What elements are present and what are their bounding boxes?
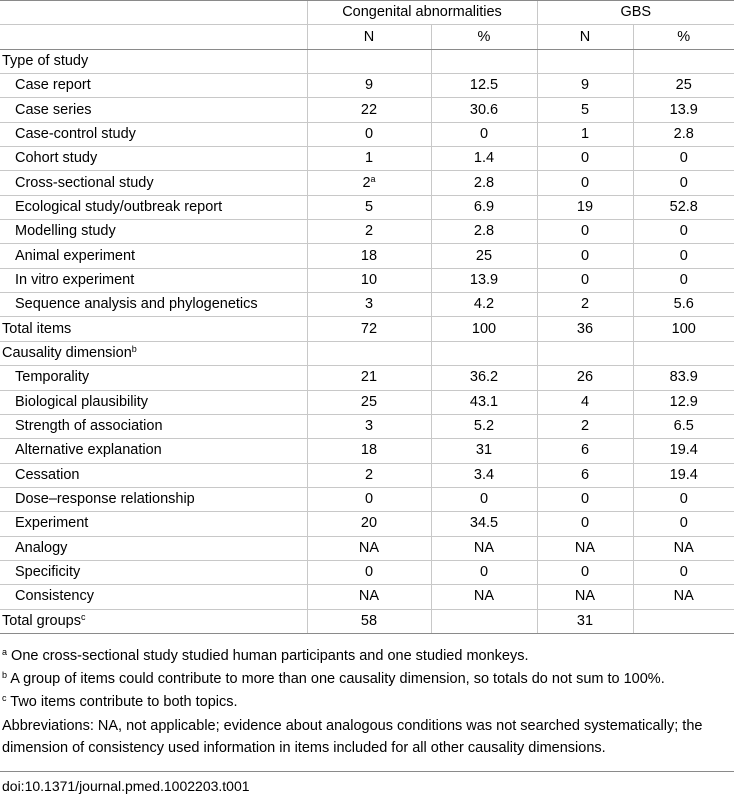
total-label <box>0 317 307 341</box>
total-label-text: Total items <box>2 320 72 337</box>
table-row <box>0 414 734 438</box>
cell-gbs-pct: 52.8 <box>633 195 734 219</box>
cell-value: 18 <box>360 247 378 264</box>
row-label: Biological plausibility <box>0 390 307 414</box>
table-row <box>0 98 734 122</box>
cell-gbs-n: 1 <box>537 122 633 146</box>
cell-ca-pct: NA <box>431 536 537 560</box>
header-gbs: GBS <box>537 1 734 25</box>
table-row <box>0 244 734 268</box>
cell-gbs-pct: 13.9 <box>633 98 734 122</box>
cell-ca-pct: NA <box>431 585 537 609</box>
cell-ca-pct: 6.9 <box>431 195 537 219</box>
cell-ca-n <box>307 244 431 268</box>
footnote-ref: c <box>81 611 86 622</box>
row-label: Sequence analysis and phylogenetics <box>0 293 307 317</box>
cell-gbs-n: 0 <box>537 244 633 268</box>
row-label: Cessation <box>0 463 307 487</box>
cell-gbs-n: 0 <box>537 487 633 511</box>
sub-header-row <box>0 25 734 49</box>
section-title-text: Type of study <box>2 52 89 69</box>
cell-ca-pct: 5.2 <box>431 414 537 438</box>
table-row <box>0 195 734 219</box>
cell-gbs-n: 0 <box>537 560 633 584</box>
cell-gbs-pct: 83.9 <box>633 366 734 390</box>
cell-gbs-pct: 25 <box>633 74 734 98</box>
row-label: Modelling study <box>0 220 307 244</box>
section-header-row <box>0 341 734 365</box>
section-header-row <box>0 49 734 73</box>
subheader-gbs-pct: % <box>633 25 734 49</box>
cell-gbs-pct: 0 <box>633 512 734 536</box>
table-row <box>0 171 734 195</box>
abbreviations-note: Abbreviations: NA, not applicable; evidence about analogous conditions was not searched systematically; the dimension of consistency used information in items included for all other causality dimensions. <box>2 717 703 756</box>
subheader-ca-n: N <box>307 25 431 49</box>
cell-value: 21 <box>360 369 378 386</box>
header-congenital-abnormalities: Congenital abnormalities <box>307 1 537 25</box>
footnote-text: Two items contribute to both topics. <box>6 693 238 710</box>
row-label: Strength of association <box>0 414 307 438</box>
total-gbs-n: 36 <box>537 317 633 341</box>
cell-gbs-pct: 0 <box>633 220 734 244</box>
cell-ca-n <box>307 122 431 146</box>
total-label <box>0 609 307 633</box>
cell-value: 2 <box>364 466 374 483</box>
empty-cell <box>633 49 734 73</box>
footnote-ref: b <box>131 343 137 354</box>
cell-gbs-n: 0 <box>537 268 633 292</box>
cell-value: 5 <box>364 198 374 215</box>
cell-ca-pct: 13.9 <box>431 268 537 292</box>
row-label: Consistency <box>0 585 307 609</box>
total-ca-n: 58 <box>307 609 431 633</box>
empty-cell <box>537 49 633 73</box>
row-label: Case report <box>0 74 307 98</box>
cell-ca-n <box>307 414 431 438</box>
cell-value: 0 <box>364 125 374 142</box>
cell-value: 25 <box>360 393 378 410</box>
cell-gbs-pct: 12.9 <box>633 390 734 414</box>
table-row <box>0 293 734 317</box>
cell-ca-pct: 36.2 <box>431 366 537 390</box>
total-ca-n: 72 <box>307 317 431 341</box>
row-label: Analogy <box>0 536 307 560</box>
doi-line <box>0 771 734 796</box>
total-row <box>0 317 734 341</box>
cell-gbs-pct: 2.8 <box>633 122 734 146</box>
cell-ca-n <box>307 220 431 244</box>
subheader-ca-pct: % <box>431 25 537 49</box>
total-gbs-pct <box>633 609 734 633</box>
table-row <box>0 487 734 511</box>
cell-gbs-n: 2 <box>537 293 633 317</box>
cell-ca-pct: 0 <box>431 487 537 511</box>
table-row <box>0 147 734 171</box>
cell-gbs-pct: 0 <box>633 487 734 511</box>
cell-gbs-pct: NA <box>633 585 734 609</box>
cell-value: NA <box>358 539 380 556</box>
cell-ca-pct: 25 <box>431 244 537 268</box>
table-row <box>0 560 734 584</box>
cell-ca-pct: 3.4 <box>431 463 537 487</box>
cell-ca-pct: 0 <box>431 560 537 584</box>
row-label: Cohort study <box>0 147 307 171</box>
cell-ca-pct: 31 <box>431 439 537 463</box>
cell-ca-n <box>307 390 431 414</box>
table-row <box>0 390 734 414</box>
cell-gbs-n: 4 <box>537 390 633 414</box>
cell-ca-n <box>307 74 431 98</box>
cell-gbs-n: 0 <box>537 512 633 536</box>
cell-gbs-pct: 0 <box>633 268 734 292</box>
cell-value: 20 <box>360 515 378 532</box>
cell-gbs-pct: 0 <box>633 147 734 171</box>
cell-gbs-pct: 6.5 <box>633 414 734 438</box>
cell-gbs-n: 2 <box>537 414 633 438</box>
cell-ca-pct: 12.5 <box>431 74 537 98</box>
cell-value: 10 <box>360 271 378 288</box>
empty-cell <box>307 49 431 73</box>
footnote-text: One cross-sectional study studied human participants and one studied monkeys. <box>7 647 529 664</box>
table-row <box>0 268 734 292</box>
cell-value: 1 <box>364 150 374 167</box>
total-ca-pct <box>431 609 537 633</box>
row-label: Cross-sectional study <box>0 171 307 195</box>
cell-gbs-n: 26 <box>537 366 633 390</box>
table-header <box>0 1 734 50</box>
cell-ca-pct: 30.6 <box>431 98 537 122</box>
cell-ca-pct: 2.8 <box>431 220 537 244</box>
cell-value: 3 <box>364 418 374 435</box>
cell-value: 18 <box>360 442 378 459</box>
cell-ca-n <box>307 293 431 317</box>
group-header-row <box>0 1 734 25</box>
section-title <box>0 341 307 365</box>
cell-gbs-pct: 0 <box>633 171 734 195</box>
row-label: Animal experiment <box>0 244 307 268</box>
cell-gbs-pct: 19.4 <box>633 439 734 463</box>
subheader-gbs-n: N <box>537 25 633 49</box>
cell-gbs-n: 5 <box>537 98 633 122</box>
total-gbs-pct: 100 <box>633 317 734 341</box>
cell-value: 2 <box>364 223 374 240</box>
cell-ca-pct: 1.4 <box>431 147 537 171</box>
cell-gbs-n: 0 <box>537 171 633 195</box>
cell-ca-n <box>307 439 431 463</box>
cell-gbs-pct: 0 <box>633 244 734 268</box>
cell-gbs-n: 6 <box>537 439 633 463</box>
cell-ca-n <box>307 487 431 511</box>
cell-ca-n <box>307 268 431 292</box>
cell-gbs-n: 9 <box>537 74 633 98</box>
table-notes <box>0 634 734 759</box>
section-title-text: Causality dimension <box>2 344 132 361</box>
footnote-mark: c <box>2 692 7 703</box>
row-label: Case-control study <box>0 122 307 146</box>
cell-ca-n <box>307 366 431 390</box>
cell-ca-n <box>307 98 431 122</box>
table-row <box>0 74 734 98</box>
footnote-text: A group of items could contribute to more than one causality dimension, so totals do not sum to 100%. <box>7 670 665 687</box>
cell-ca-n <box>307 171 431 195</box>
cell-ca-pct: 4.2 <box>431 293 537 317</box>
table-row <box>0 463 734 487</box>
footnote-mark: b <box>2 669 8 680</box>
table-row <box>0 220 734 244</box>
corner-cell <box>0 25 307 49</box>
empty-cell <box>307 341 431 365</box>
footnote-a <box>2 645 734 668</box>
cell-gbs-n: 0 <box>537 220 633 244</box>
cell-value: NA <box>358 588 380 605</box>
corner-cell <box>0 1 307 25</box>
cell-ca-n <box>307 560 431 584</box>
cell-ca-n <box>307 536 431 560</box>
doi-text: doi:10.1371/journal.pmed.1002203.t001 <box>2 778 250 794</box>
row-label: Ecological study/outbreak report <box>0 195 307 219</box>
cell-gbs-pct: 19.4 <box>633 463 734 487</box>
cell-value: 0 <box>364 491 374 508</box>
row-label: Experiment <box>0 512 307 536</box>
cell-gbs-n: 0 <box>537 147 633 171</box>
total-gbs-n: 31 <box>537 609 633 633</box>
cell-value: 9 <box>364 77 374 94</box>
footnote-mark: a <box>2 646 8 657</box>
table-row <box>0 512 734 536</box>
cell-value: 22 <box>360 101 378 118</box>
cell-value: 0 <box>364 564 374 581</box>
cell-ca-n <box>307 463 431 487</box>
cell-ca-pct: 2.8 <box>431 171 537 195</box>
empty-cell <box>431 49 537 73</box>
cell-ca-n <box>307 585 431 609</box>
table-row <box>0 366 734 390</box>
cell-gbs-pct: 0 <box>633 560 734 584</box>
cell-value: 2 <box>362 174 371 191</box>
cell-ca-n <box>307 512 431 536</box>
row-label: Dose–response relationship <box>0 487 307 511</box>
cell-gbs-n: NA <box>537 536 633 560</box>
cell-gbs-pct: NA <box>633 536 734 560</box>
cell-gbs-n: 6 <box>537 463 633 487</box>
total-label-text: Total groups <box>2 612 81 629</box>
cell-gbs-n: 19 <box>537 195 633 219</box>
total-ca-pct: 100 <box>431 317 537 341</box>
table-row <box>0 536 734 560</box>
total-row <box>0 609 734 633</box>
table-row <box>0 585 734 609</box>
cell-ca-n <box>307 147 431 171</box>
empty-cell <box>431 341 537 365</box>
row-label: Alternative explanation <box>0 439 307 463</box>
cell-gbs-n: NA <box>537 585 633 609</box>
table-row <box>0 439 734 463</box>
cell-value: 3 <box>364 296 374 313</box>
row-label: Temporality <box>0 366 307 390</box>
row-label: Specificity <box>0 560 307 584</box>
cell-gbs-pct: 5.6 <box>633 293 734 317</box>
empty-cell <box>633 341 734 365</box>
footnote-ref: a <box>370 173 376 184</box>
cell-ca-pct: 0 <box>431 122 537 146</box>
table-row <box>0 122 734 146</box>
cell-ca-pct: 34.5 <box>431 512 537 536</box>
cell-ca-pct: 43.1 <box>431 390 537 414</box>
section-title <box>0 49 307 73</box>
empty-cell <box>537 341 633 365</box>
row-label: Case series <box>0 98 307 122</box>
cell-ca-n <box>307 195 431 219</box>
footnote-b <box>2 668 734 691</box>
table-body <box>0 49 734 633</box>
row-label: In vitro experiment <box>0 268 307 292</box>
footnote-c <box>2 691 734 714</box>
